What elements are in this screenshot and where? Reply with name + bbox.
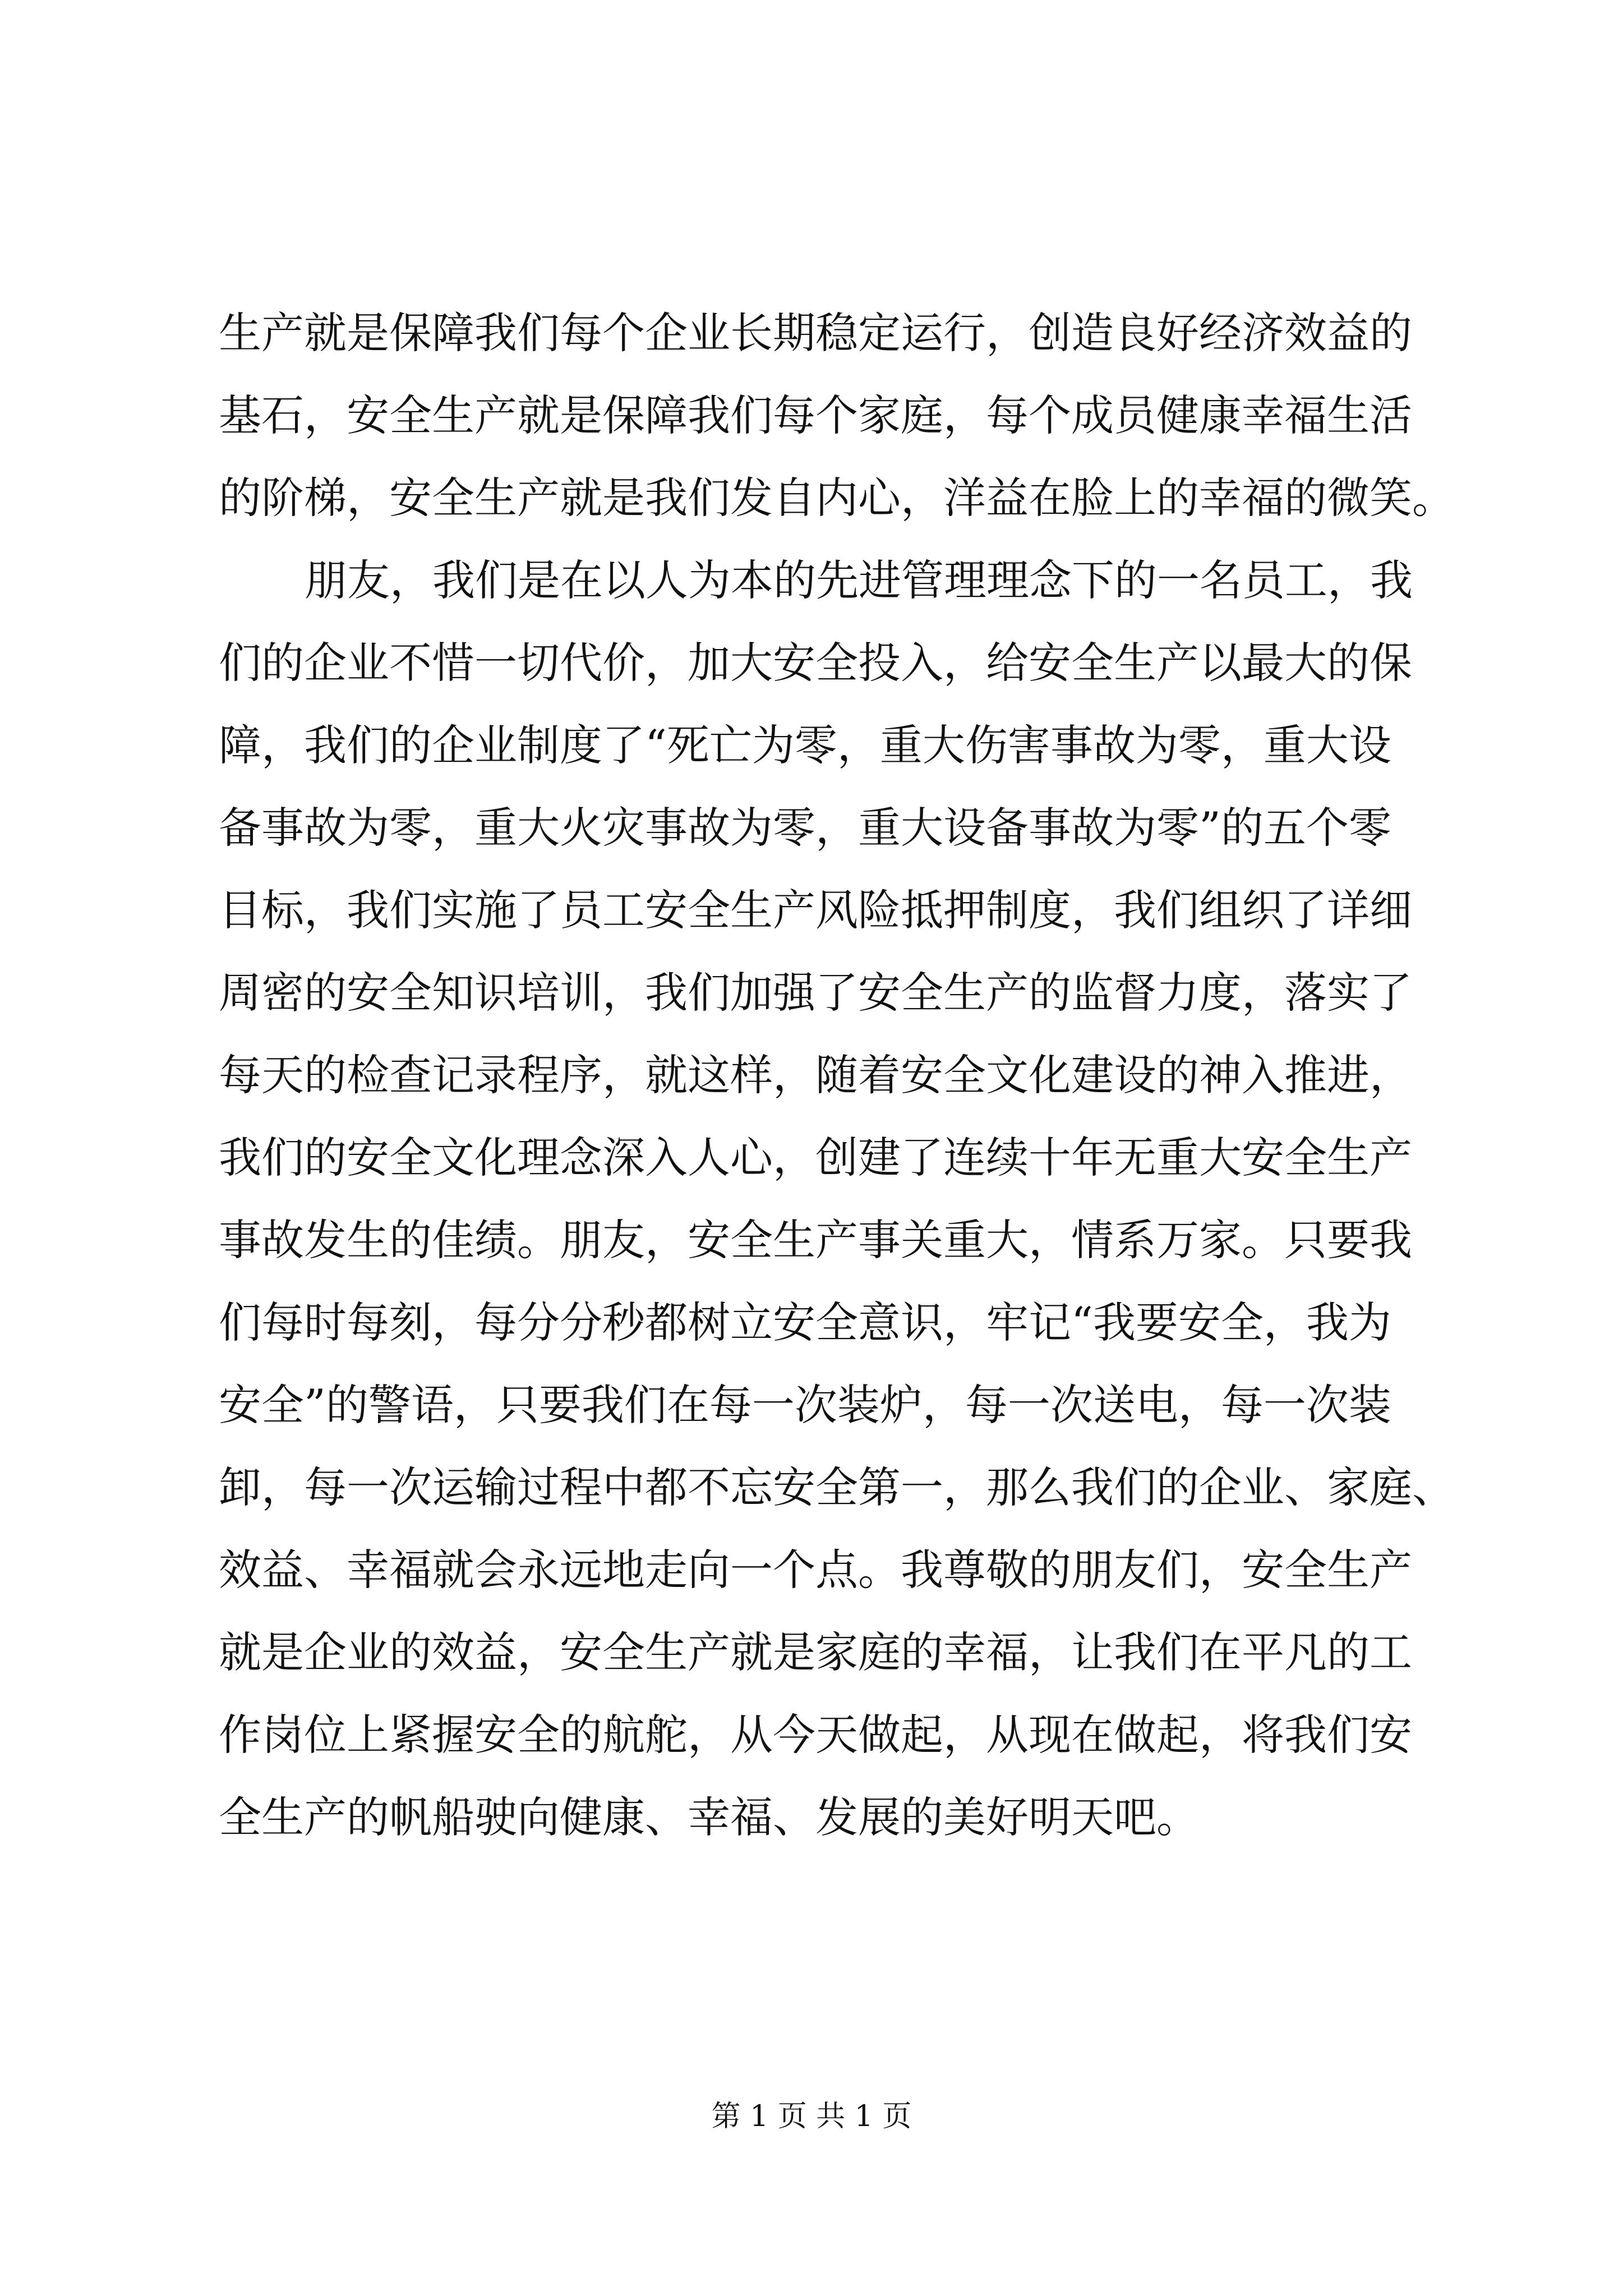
text-line: 备事故为零，重大火灾事故为零，重大设备事故为零”的五个零 [219,803,1391,853]
text-line: 周密的安全知识培训，我们加强了安全生产的监督力度，落实了 [219,968,1412,1018]
text-line: 的阶梯，安全生产就是我们发自内心，洋益在脸上的幸福的微笑。 [219,473,1455,523]
text-line: 障，我们的企业制度了“死亡为零，重大伤害事故为零，重大设 [219,720,1391,770]
text-line: 安全”的警语，只要我们在每一次装炉，每一次送电，每一次装 [219,1380,1391,1430]
text-line: 每天的检查记录程序，就这样，随着安全文化建设的神入推进， [219,1050,1412,1100]
text-line: 们每时每刻，每分分秒都树立安全意识，牢记“我要安全，我为 [219,1297,1391,1347]
body-text [219,292,1455,1858]
text-line: 基石，安全生产就是保障我们每个家庭，每个成员健康幸福生活 [219,390,1412,440]
text-line: 事故发生的佳绩。朋友，安全生产事关重大，情系万家。只要我 [219,1215,1412,1265]
text-line: 卸，每一次运输过程中都不忘安全第一，那么我们的企业、家庭、 [219,1462,1455,1512]
text-line: 们的企业不惜一切代价，加大安全投入，给安全生产以最大的保 [219,638,1412,688]
text-line: 就是企业的效益，安全生产就是家庭的幸福，让我们在平凡的工 [219,1627,1412,1677]
text-line: 目标，我们实施了员工安全生产风险抵押制度，我们组织了详细 [219,885,1412,935]
text-line: 生产就是保障我们每个企业长期稳定运行，创造良好经济效益的 [219,308,1412,358]
paragraph-first-line: 朋友，我们是在以人为本的先进管理理念下的一名员工，我 [305,555,1413,605]
page-number-footer: 第 1 页 共 1 页 [711,2100,912,2133]
text-line: 作岗位上紧握安全的航舵，从今天做起，从现在做起，将我们安 [219,1710,1412,1760]
text-line: 我们的安全文化理念深入人心，创建了连续十年无重大安全生产 [219,1133,1412,1182]
text-line: 全生产的帆船驶向健康、幸福、发展的美好明天吧。 [219,1792,1199,1842]
text-line: 效益、幸福就会永远地走向一个点。我尊敬的朋友们，安全生产 [219,1545,1412,1595]
